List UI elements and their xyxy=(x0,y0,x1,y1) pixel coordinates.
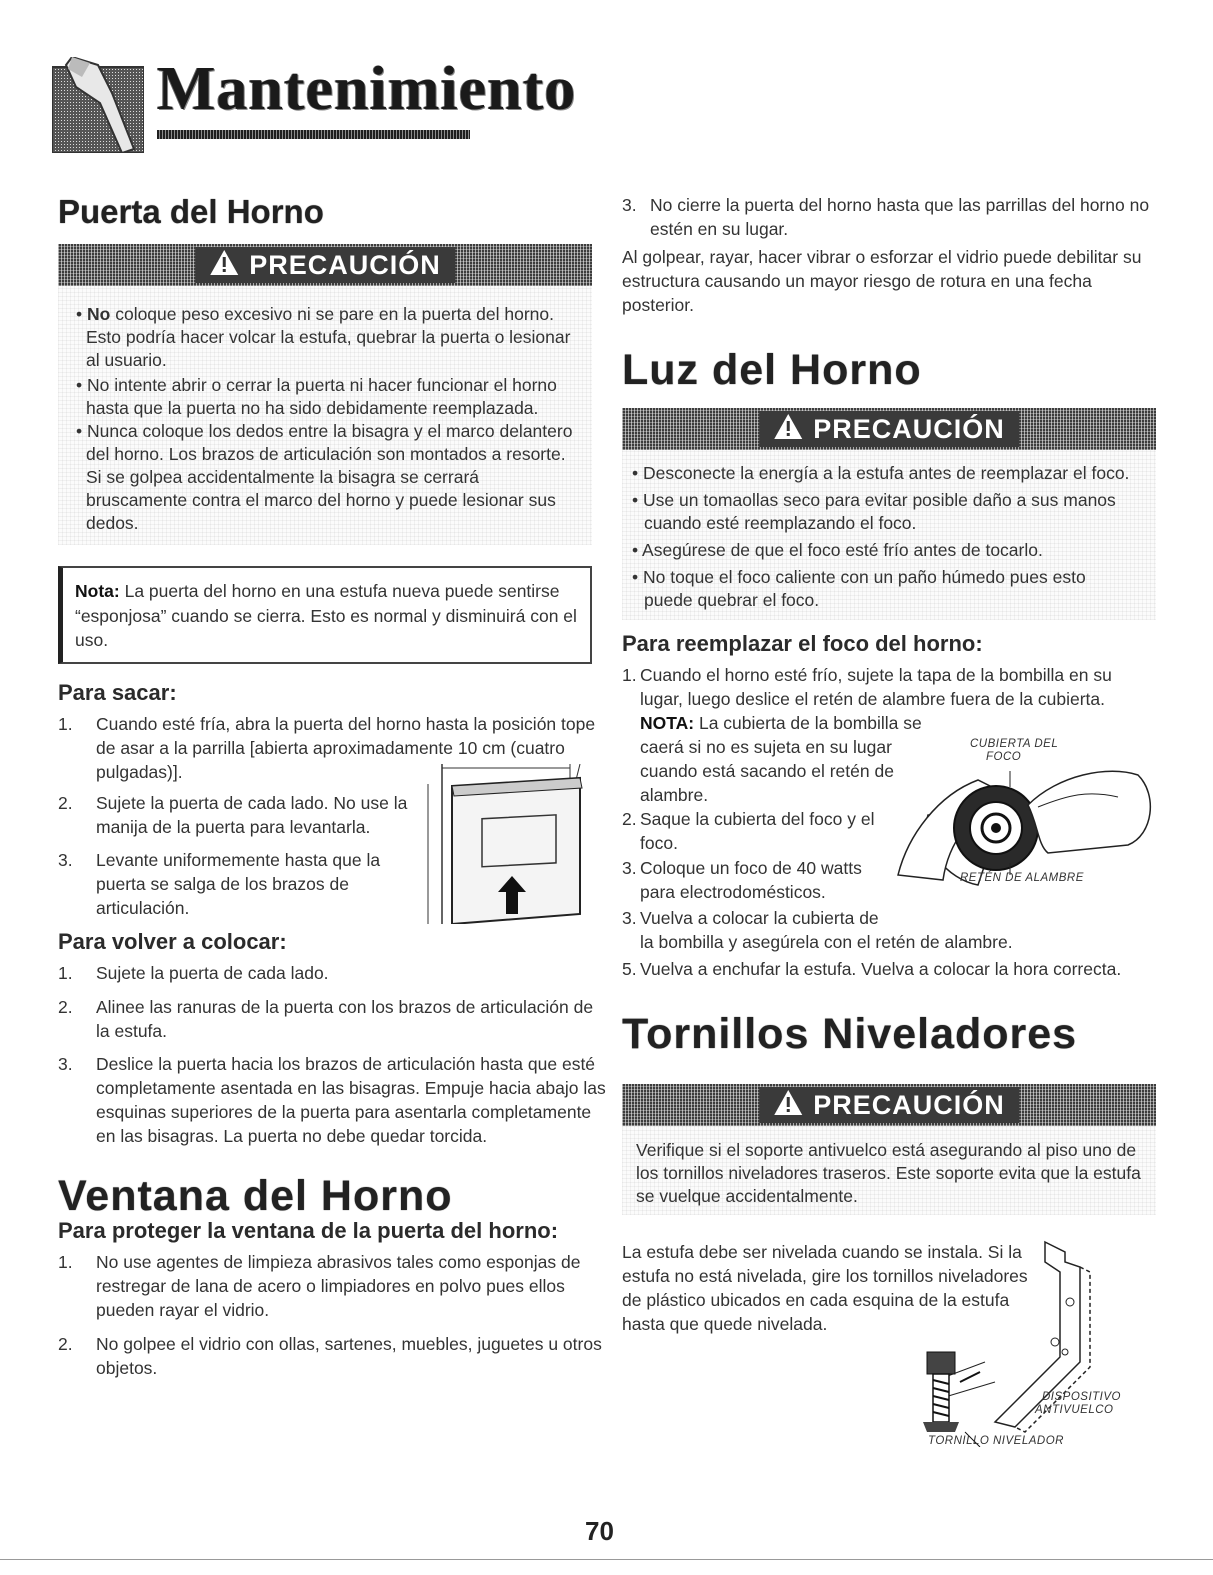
subheading-reemplazar-foco: Para reemplazar el foco del horno: xyxy=(622,631,983,656)
paragraph-line: posterior. xyxy=(622,295,694,315)
nota-line: caerá si no es sujeta en su lugar xyxy=(640,737,892,757)
section-heading-tornillos: Tornillos Niveladores xyxy=(622,1010,1078,1058)
step-line: de asar a la parrilla [abierta aproximadamente 10 cm (cuatro xyxy=(96,738,565,758)
page-title: Mantenimiento xyxy=(157,55,577,123)
caution-line: • No intente abrir o cerrar la puerta ni hacer funcionar el horno xyxy=(76,375,557,395)
step-line: objetos. xyxy=(96,1358,158,1378)
caution-line: • No toque el foco caliente con un paño húmedo pues esto xyxy=(632,567,1086,587)
caution-line: Si se golpea accidentalmente la bisagra se cerrará xyxy=(86,467,479,487)
step-line: articulación. xyxy=(96,898,190,918)
note-line: “esponjosa” cuando se cierra. Esto es normal y disminuirá con el xyxy=(75,606,577,626)
step-line: pulgadas)]. xyxy=(96,762,183,782)
step-number: 2. xyxy=(622,809,637,829)
caution-line: se vuelque accidentalmente. xyxy=(636,1186,858,1206)
nota-line: cuando está sacando el retén de xyxy=(640,761,894,781)
caution-line: del horno. Los brazos de articulación son montados a resorte. xyxy=(86,444,566,464)
caution-body xyxy=(622,450,1156,620)
step-line: la bombilla y asegúrela con el retén de alambre. xyxy=(640,932,1013,952)
title-underline xyxy=(157,130,470,139)
caution-label: PRECAUCIÓN xyxy=(813,1089,1005,1120)
caution-body xyxy=(58,286,592,545)
caution-line: • Use un tomaollas seco para evitar posible daño a sus manos xyxy=(632,490,1116,510)
figure-label: CUBIERTA DEL xyxy=(970,738,1059,750)
step-number: 2. xyxy=(58,793,73,813)
step-line: Sujete la puerta de cada lado. xyxy=(96,963,329,983)
caution-line: al usuario. xyxy=(86,350,167,370)
step-line: manija de la puerta para levantarla. xyxy=(96,817,371,837)
note-line: uso. xyxy=(75,630,109,650)
nota-line: alambre. xyxy=(640,785,709,805)
caution-box-tornillos xyxy=(622,1084,1156,1215)
step-number: 3. xyxy=(622,908,637,928)
step-line: para electrodomésticos. xyxy=(640,882,826,902)
caution-box-puerta xyxy=(58,244,592,545)
bulb-cover-illustration xyxy=(888,735,1158,895)
note-label: Nota: xyxy=(75,581,120,601)
warning-icon xyxy=(773,413,803,445)
step-number: 1. xyxy=(622,665,637,685)
step-line: Cuando esté fría, abra la puerta del horno hasta la posición tope xyxy=(96,714,596,734)
step-number: 3. xyxy=(58,1054,73,1074)
oven-door-illustration xyxy=(420,764,592,924)
paragraph-line: estructura causando un mayor riesgo de rotura en una fecha xyxy=(622,271,1092,291)
step-line: Deslice la puerta hacia los brazos de articulación hasta que esté xyxy=(96,1054,596,1074)
paragraph-line: La estufa debe ser nivelada cuando se instala. Si la xyxy=(622,1242,1022,1262)
caution-header xyxy=(622,408,1156,450)
figure-label: DISPOSITIVO xyxy=(1042,1391,1121,1403)
caution-line: bruscamente contra el marco del horno y puede lesionar sus xyxy=(86,490,556,510)
wrench-icon xyxy=(52,57,144,153)
nota-label: NOTA: xyxy=(640,713,695,733)
step-line: completamente asentada en las bisagras. Empuje hacia abajo las xyxy=(96,1078,606,1098)
paragraph-line: hasta que quede nivelada. xyxy=(622,1314,828,1334)
figure-label: TORNILLO NIVELADOR xyxy=(928,1435,1064,1447)
step-line: restregar de lana de acero o limpiadores en polvo pues ellos xyxy=(96,1276,565,1296)
caution-header xyxy=(58,244,592,286)
caution-line: • Asegúrese de que el foco esté frío antes de tocarlo. xyxy=(632,540,1043,560)
footer-rule xyxy=(0,1559,1213,1560)
step-line: Levante uniformemente hasta que la xyxy=(96,850,381,870)
warning-icon xyxy=(773,1089,803,1121)
caution-line: Verifique si el soporte antivuelco está asegurando al piso uno de xyxy=(636,1140,1137,1160)
caution-label: PRECAUCIÓN xyxy=(813,413,1005,444)
step-line: Cuando el horno esté frío, sujete la tapa de la bombilla en su xyxy=(640,665,1112,685)
step-number: 3. xyxy=(622,195,637,215)
caution-header xyxy=(622,1084,1156,1126)
step-line: la estufa. xyxy=(96,1021,168,1041)
paragraph-line: de plástico ubicados en cada esquina de la estufa xyxy=(622,1290,1010,1310)
section-heading-ventana: Ventana del Horno xyxy=(58,1172,453,1220)
paragraph-line: Al golpear, rayar, hacer vibrar o esforzar el vidrio puede debilitar su xyxy=(622,247,1142,267)
caution-line: • Nunca coloque los dedos entre la bisagra y el marco delantero xyxy=(76,421,573,441)
step-line: No cierre la puerta del horno hasta que las parrillas del horno no xyxy=(650,195,1150,215)
caution-line: • Desconecte la energía a la estufa antes de reemplazar el foco. xyxy=(632,463,1130,483)
step-line: Coloque un foco de 40 watts xyxy=(640,858,862,878)
step-line: estén en su lugar. xyxy=(650,219,789,239)
step-line: lugar, luego deslice el retén de alambre fuera de la cubierta. xyxy=(640,689,1106,709)
step-number: 1. xyxy=(58,1252,73,1272)
warning-icon xyxy=(209,249,239,281)
caution-line: los tornillos niveladores traseros. Este soporte evita que la estufa xyxy=(636,1163,1141,1183)
caution-line: hasta que la puerta no ha sido debidamente reemplazada. xyxy=(86,398,539,418)
caution-line: dedos. xyxy=(86,513,139,533)
step-line: en las bisagras. La puerta no debe quedar torcida. xyxy=(96,1126,488,1146)
page-number: 70 xyxy=(585,1516,614,1546)
step-number: 1. xyxy=(58,963,73,983)
step-line: No golpee el vidrio con ollas, sartenes, muebles, juguetes u otros xyxy=(96,1334,602,1354)
step-number: 3. xyxy=(58,850,73,870)
step-line: pueden rayar el vidrio. xyxy=(96,1300,270,1320)
figure-label: RETÉN DE ALAMBRE xyxy=(960,872,1084,884)
step-number: 5. xyxy=(622,959,637,979)
caution-line: cuando esté reemplazando el foco. xyxy=(644,513,917,533)
step-line: foco. xyxy=(640,833,678,853)
section-heading-luz: Luz del Horno xyxy=(622,346,922,394)
subheading-sacar: Para sacar: xyxy=(58,680,177,705)
step-line: Alinee las ranuras de la puerta con los brazos de articulación de xyxy=(96,997,594,1017)
subheading-proteger-ventana: Para proteger la ventana de la puerta del horno: xyxy=(58,1218,559,1243)
step-line: Vuelva a colocar la cubierta de xyxy=(640,908,879,928)
step-number: 1. xyxy=(58,714,73,734)
caution-box-luz xyxy=(622,408,1156,620)
step-number: 2. xyxy=(58,1334,73,1354)
step-line: puerta se salga de los brazos de xyxy=(96,874,349,894)
caution-line: • No coloque peso excesivo ni se pare en la puerta del horno. xyxy=(76,304,554,324)
step-number: 3. xyxy=(622,858,637,878)
step-line: Vuelva a enchufar la estufa. Vuelva a colocar la hora correcta. xyxy=(640,959,1122,979)
caution-line: Esto podría hacer volcar la estufa, quebrar la puerta o lesionar xyxy=(86,327,571,347)
step-line: esquinas superiores de la puerta para asentarla completamente xyxy=(96,1102,592,1122)
step-line: Sujete la puerta de cada lado. No use la xyxy=(96,793,408,813)
paragraph-line: estufa no está nivelada, gire los tornillos niveladores xyxy=(622,1266,1028,1286)
step-line: No use agentes de limpieza abrasivos tales como esponjas de xyxy=(96,1252,581,1272)
figure-label: FOCO xyxy=(986,751,1022,763)
section-heading-puerta: Puerta del Horno xyxy=(58,193,324,230)
step-line: Saque la cubierta del foco y el xyxy=(640,809,875,829)
step-number: 2. xyxy=(58,997,73,1017)
note-box: Nota: La puerta del horno en una estufa nueva puede sentirse “esponjosa” cuando se cierra. Esto es normal y disminuirá con el uso. xyxy=(58,566,592,664)
caution-body xyxy=(622,1126,1156,1215)
subheading-colocar: Para volver a colocar: xyxy=(58,929,287,954)
caution-line: puede quebrar el foco. xyxy=(644,590,820,610)
figure-label: ANTIVUELCO xyxy=(1035,1404,1114,1416)
caution-label: PRECAUCIÓN xyxy=(249,249,441,280)
